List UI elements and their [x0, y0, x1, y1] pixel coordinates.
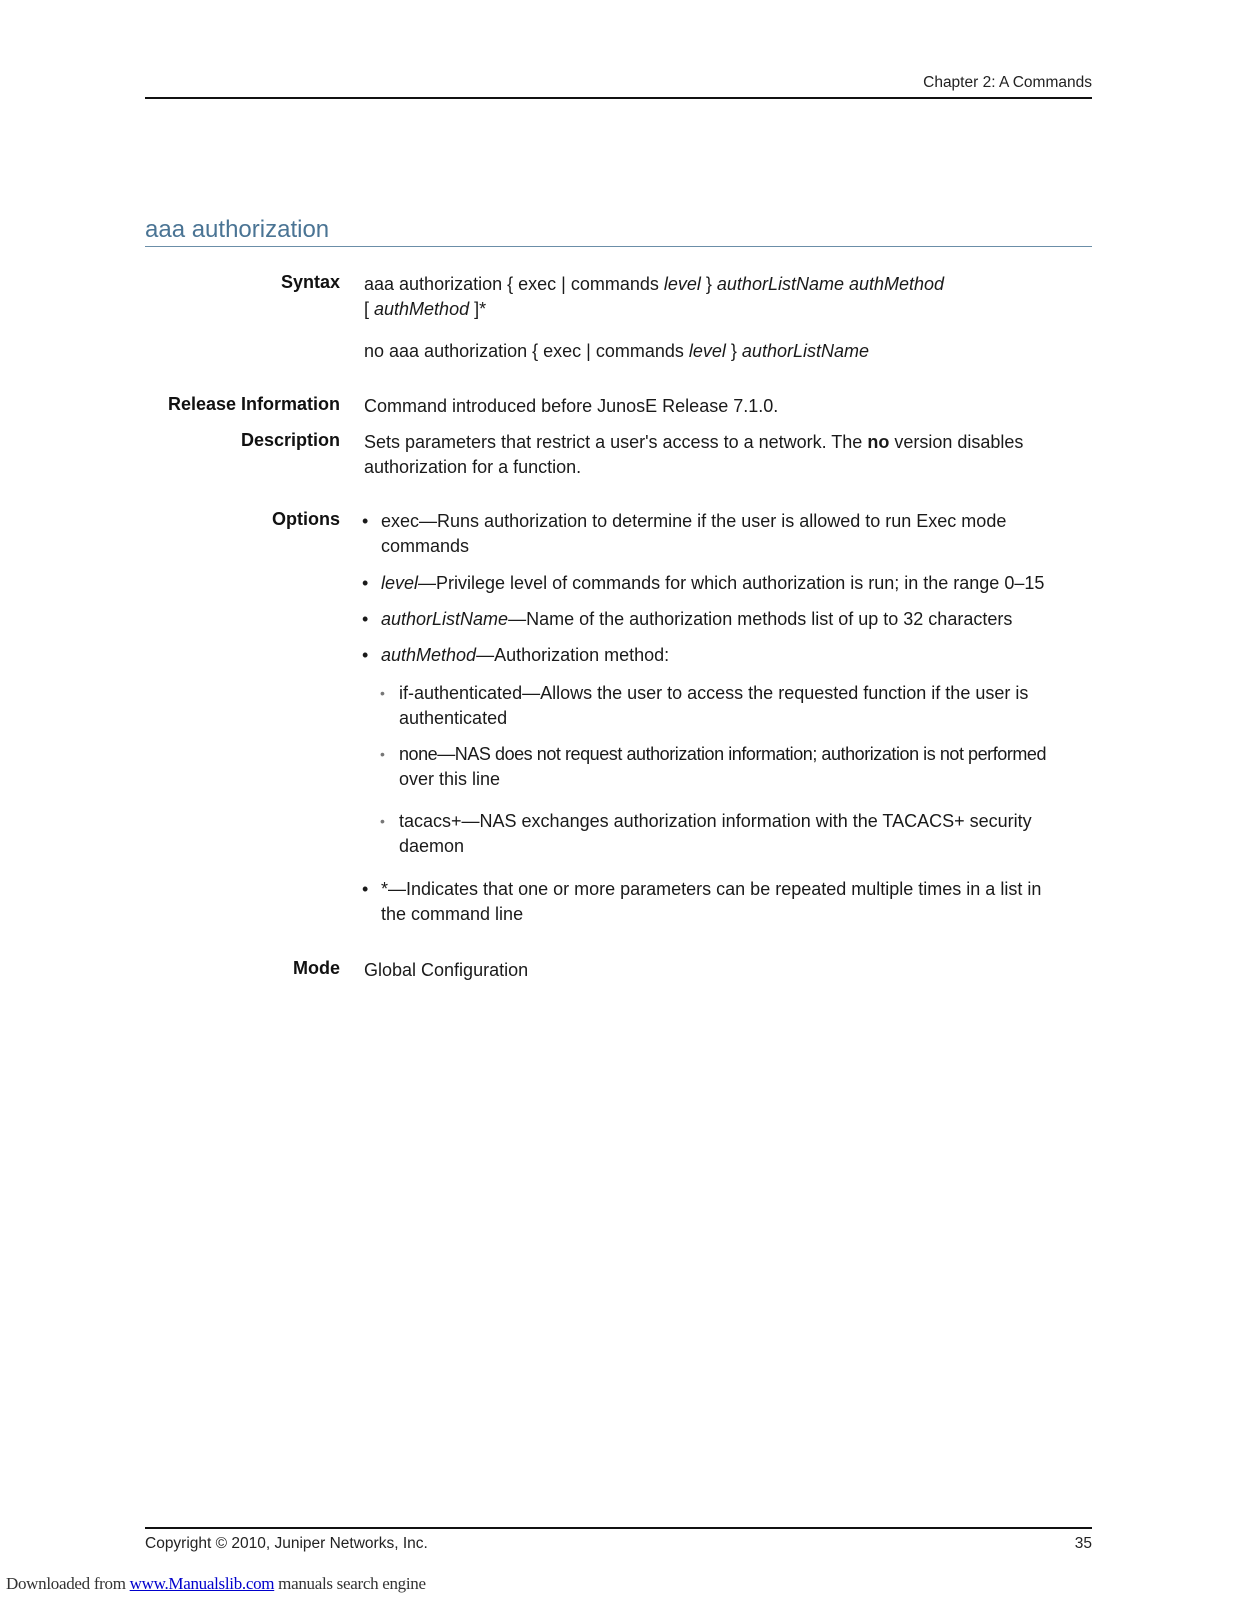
header-rule: [145, 97, 1092, 99]
bullet-icon: •: [362, 511, 369, 531]
copyright: Copyright © 2010, Juniper Networks, Inc.: [145, 1535, 428, 1552]
page-title: aaa authorization: [145, 216, 330, 243]
page-number: 35: [1074, 1535, 1092, 1552]
syntax-line-2: [ authMethod ]*: [364, 299, 487, 319]
release-label: Release Information: [167, 394, 340, 414]
bullet-icon: •: [362, 645, 369, 665]
description-text: Sets parameters that restrict a user's access to a network. The no version disables authorization for a function.: [364, 432, 1024, 477]
mode-text: Global Configuration: [364, 960, 529, 980]
document-page: Chapter 2: A Commands aaa authorization Syntax aaa authorization { exec | commands level } authorListName authMethod [ authMethod ]* no aaa authorization { exec | commands level } authorListName Release Information Command introduced before JunosE Release 7.1.0. Description Sets parameters that restrict a user's access to a network. The no version disables authorization for a function. Options • exec—Runs authorization to determine if the user is allowed to run Exec mode commands • level—Privilege level of commands for which authorization is run; in the range 0–15 • authorListName—Name of the authorization methods list of up to 32 characters • authMethod—Authorization method: • if-authenticated—Allows the user to access the requested function if the user is authenticated • none—NAS does not request authorization information; authorization is not performed over this line • tacacs+—NAS exchanges authorization information with the TACACS+ security daemon • *—Indicates that one or more parameters can be repeated multiple times in a list in the command line Mode Global Configuration Copyright © 2010, Juniper Networks, Inc. 35 Downloaded from www.Manualslib.com manuals search engine: [6, 74, 1092, 1593]
syntax-no-form: no aaa authorization { exec | commands level } authorListName: [364, 341, 869, 361]
syntax-block: [364, 272, 1094, 322]
bullet-icon: •: [380, 746, 385, 762]
syntax-label: Syntax: [280, 272, 340, 292]
bullet-icon: •: [362, 573, 369, 593]
bullet-icon: •: [362, 879, 369, 899]
options-label: Options: [272, 509, 340, 529]
syntax-line-1: aaa authorization { exec | commands level } authorListName authMethod: [364, 274, 945, 294]
release-text: Command introduced before JunosE Release 7.1.0.: [364, 396, 779, 416]
mode-label: Mode: [293, 958, 340, 978]
bullet-icon: •: [380, 685, 385, 701]
footer-rule: [145, 1527, 1092, 1529]
download-watermark: Downloaded from www.Manualslib.com manuals search engine: [6, 1574, 426, 1593]
title-rule: [145, 246, 1092, 247]
running-header: Chapter 2: A Commands: [923, 74, 1092, 91]
bullet-icon: •: [362, 609, 369, 629]
description-label: Description: [240, 430, 340, 450]
bullet-icon: •: [380, 813, 385, 829]
manualslib-link[interactable]: www.Manualslib.com: [129, 1574, 275, 1593]
